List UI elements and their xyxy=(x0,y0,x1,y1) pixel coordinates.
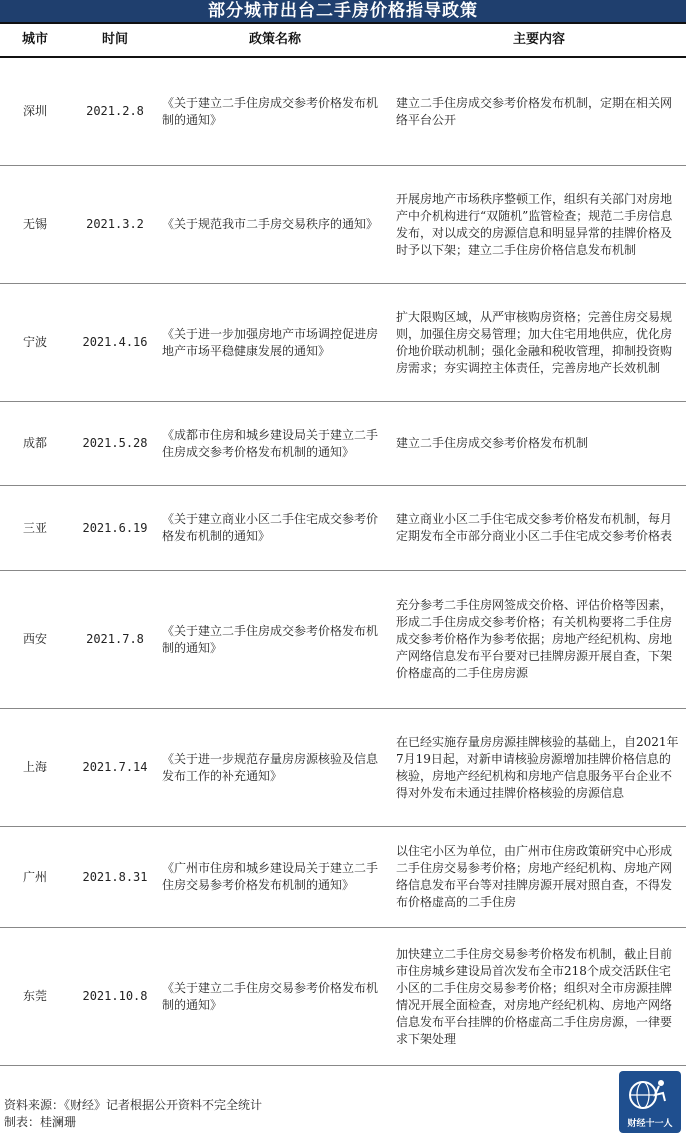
header-content: 主要内容 xyxy=(512,32,565,47)
policy-cell-text: 《关于建立二手住房交易参考价格发布机制的通知》 xyxy=(162,980,379,1012)
policy-cell xyxy=(162,402,388,485)
policy-cell xyxy=(162,284,388,401)
city-cell xyxy=(0,827,70,927)
content-cell xyxy=(396,486,682,570)
content-cell xyxy=(396,402,682,485)
city-cell-text: 西安 xyxy=(22,632,47,646)
table-row xyxy=(0,486,686,571)
date-cell xyxy=(70,58,160,165)
date-cell-text: 2021.6.19 xyxy=(82,520,148,535)
logo-text: 财经十一人 xyxy=(627,1119,673,1129)
policy-cell-text: 《广州市住房和城乡建设局关于建立二手住房交易参考价格发布机制的通知》 xyxy=(162,861,379,892)
policy-cell-text: 《成都市住房和城乡建设局关于建立二手住房成交参考价格发布机制的通知》 xyxy=(162,427,379,459)
header-policy: 政策名称 xyxy=(248,32,301,47)
date-cell-text: 2021.8.31 xyxy=(82,869,148,884)
table-row xyxy=(0,166,686,284)
policy-cell xyxy=(162,58,388,165)
date-cell xyxy=(70,928,160,1065)
brand-logo xyxy=(619,1071,681,1133)
date-cell-text: 2021.2.8 xyxy=(86,104,144,118)
table-row xyxy=(0,827,686,928)
date-cell xyxy=(70,402,160,485)
content-cell xyxy=(396,571,682,708)
policy-cell-text: 《关于进一步加强房地产市场调控促进房地产市场平稳健康发展的通知》 xyxy=(162,326,379,358)
city-cell xyxy=(0,486,70,570)
policy-cell-text: 《关于建立二手住房成交参考价格发布机制的通知》 xyxy=(162,95,379,127)
content-cell-text: 建立商业小区二手住宅成交参考价格发布机制，每月定期发布全市部分商业小区二手住宅成交参考价格表 xyxy=(396,512,673,543)
content-cell-text: 建立二手住房成交参考价格发布机制，定期在相关网络平台公开 xyxy=(396,95,673,127)
content-cell xyxy=(396,284,682,401)
city-cell-text: 宁波 xyxy=(22,335,47,349)
content-cell-text: 在已经实施存量房房源挂牌核验的基础上，自2021年7月19日起，对新申请核验房源增加挂牌价格信息的核验，房地产经纪机构和房地产信息服务平台企业不得对外发布未通过挂牌价格核验的房源信息 xyxy=(396,734,679,800)
city-cell-text: 深圳 xyxy=(22,104,47,118)
table-maker: 制表：桂澜珊 xyxy=(4,1115,77,1129)
table-row xyxy=(0,402,686,486)
content-cell-text: 扩大限购区域，从严审核购房资格；完善住房交易规则，加强住房交易管理；加大住宅用地供应，优化房价地价联动机制；强化金融和税收管理，抑制投资购房需求；夯实调控主体责任，完善房地产长效机制 xyxy=(396,309,673,375)
city-cell-text: 成都 xyxy=(22,436,47,450)
city-cell xyxy=(0,402,70,485)
table-row xyxy=(0,58,686,166)
date-cell-text: 2021.3.2 xyxy=(86,217,144,231)
date-cell xyxy=(70,571,160,708)
policy-cell-text: 《关于建立商业小区二手住宅成交参考价格发布机制的通知》 xyxy=(162,512,379,543)
policy-cell xyxy=(162,166,388,283)
table-header xyxy=(0,22,686,58)
date-cell-text: 2021.7.14 xyxy=(82,760,148,774)
table-row xyxy=(0,284,686,402)
policy-cell-text: 《关于建立二手住房成交参考价格发布机制的通知》 xyxy=(162,623,379,655)
policy-cell xyxy=(162,928,388,1065)
content-cell-text: 以住宅小区为单位，由广州市住房政策研究中心形成二手住房交易参考价格；房地产经纪机构、房地产网络信息发布平台等对挂牌房源开展对照自查，不得发布价格虚高的二手住房 xyxy=(396,844,673,909)
city-cell-text: 上海 xyxy=(22,760,47,774)
date-cell xyxy=(70,827,160,927)
content-cell-text: 建立二手住房成交参考价格发布机制 xyxy=(396,436,589,450)
policy-cell xyxy=(162,486,388,570)
header-city: 城市 xyxy=(21,32,48,47)
source-note: 资料来源：《财经》记者根据公开资料不完全统计 xyxy=(4,1098,263,1112)
content-cell xyxy=(396,166,682,283)
table-row xyxy=(0,928,686,1066)
policy-cell-text: 《关于进一步规范存量房房源核验及信息发布工作的补充通知》 xyxy=(162,751,379,783)
content-cell xyxy=(396,709,682,826)
policy-cell xyxy=(162,571,388,708)
city-cell-text: 无锡 xyxy=(22,217,47,231)
date-cell xyxy=(70,284,160,401)
policy-cell xyxy=(162,827,388,927)
content-cell xyxy=(396,928,682,1065)
content-cell-text: 加快建立二手住房交易参考价格发布机制，截止目前市住房城乡建设局首次发布全市218个成交活跃住宅小区的二手住房交易参考价格；组织对全市房源挂牌情况开展全面检查，对房地产经纪机构、房地产网络信息发布平台挂牌的价格虚高二手住房房源，一律要求下架处理 xyxy=(396,946,673,1046)
city-cell xyxy=(0,166,70,283)
policy-cell-text: 《关于规范我市二手房交易秩序的通知》 xyxy=(162,217,379,231)
city-cell xyxy=(0,928,70,1065)
city-cell xyxy=(0,709,70,826)
city-cell xyxy=(0,571,70,708)
date-cell-text: 2021.10.8 xyxy=(82,989,148,1003)
date-cell xyxy=(70,709,160,826)
content-cell-text: 充分参考二手住房网签成交价格、评估价格等因素，形成二手住房成交参考价格；有关机构要将二手住房成交参考价格作为参考依据；房地产经纪机构、房地产网络信息发布平台要对已挂牌房源开展自查，下架价格虚高的二手住房房源 xyxy=(396,598,673,680)
city-cell-text: 广州 xyxy=(22,869,47,884)
date-cell-text: 2021.4.16 xyxy=(82,335,148,349)
content-cell-text: 开展房地产市场秩序整顿工作，组织有关部门对房地产中介机构进行“双随机”监管检查；规范二手房信息发布，对以成交的房源信息和明显异常的挂牌价格及时予以下架；建立二手住房价格信息发布机制 xyxy=(396,191,673,257)
city-cell xyxy=(0,58,70,165)
city-cell xyxy=(0,284,70,401)
table-row xyxy=(0,571,686,709)
table-title: 部分城市出台二手房价格指导政策 xyxy=(0,0,686,22)
content-cell xyxy=(396,827,682,927)
date-cell xyxy=(70,166,160,283)
table-row xyxy=(0,709,686,827)
header-date: 时间 xyxy=(101,32,128,47)
city-cell-text: 三亚 xyxy=(22,520,47,535)
policy-cell xyxy=(162,709,388,826)
date-cell-text: 2021.7.8 xyxy=(86,632,144,646)
globe-icon xyxy=(619,1071,681,1121)
date-cell xyxy=(70,486,160,570)
content-cell xyxy=(396,58,682,165)
date-cell-text: 2021.5.28 xyxy=(82,436,148,450)
city-cell-text: 东莞 xyxy=(22,989,47,1003)
